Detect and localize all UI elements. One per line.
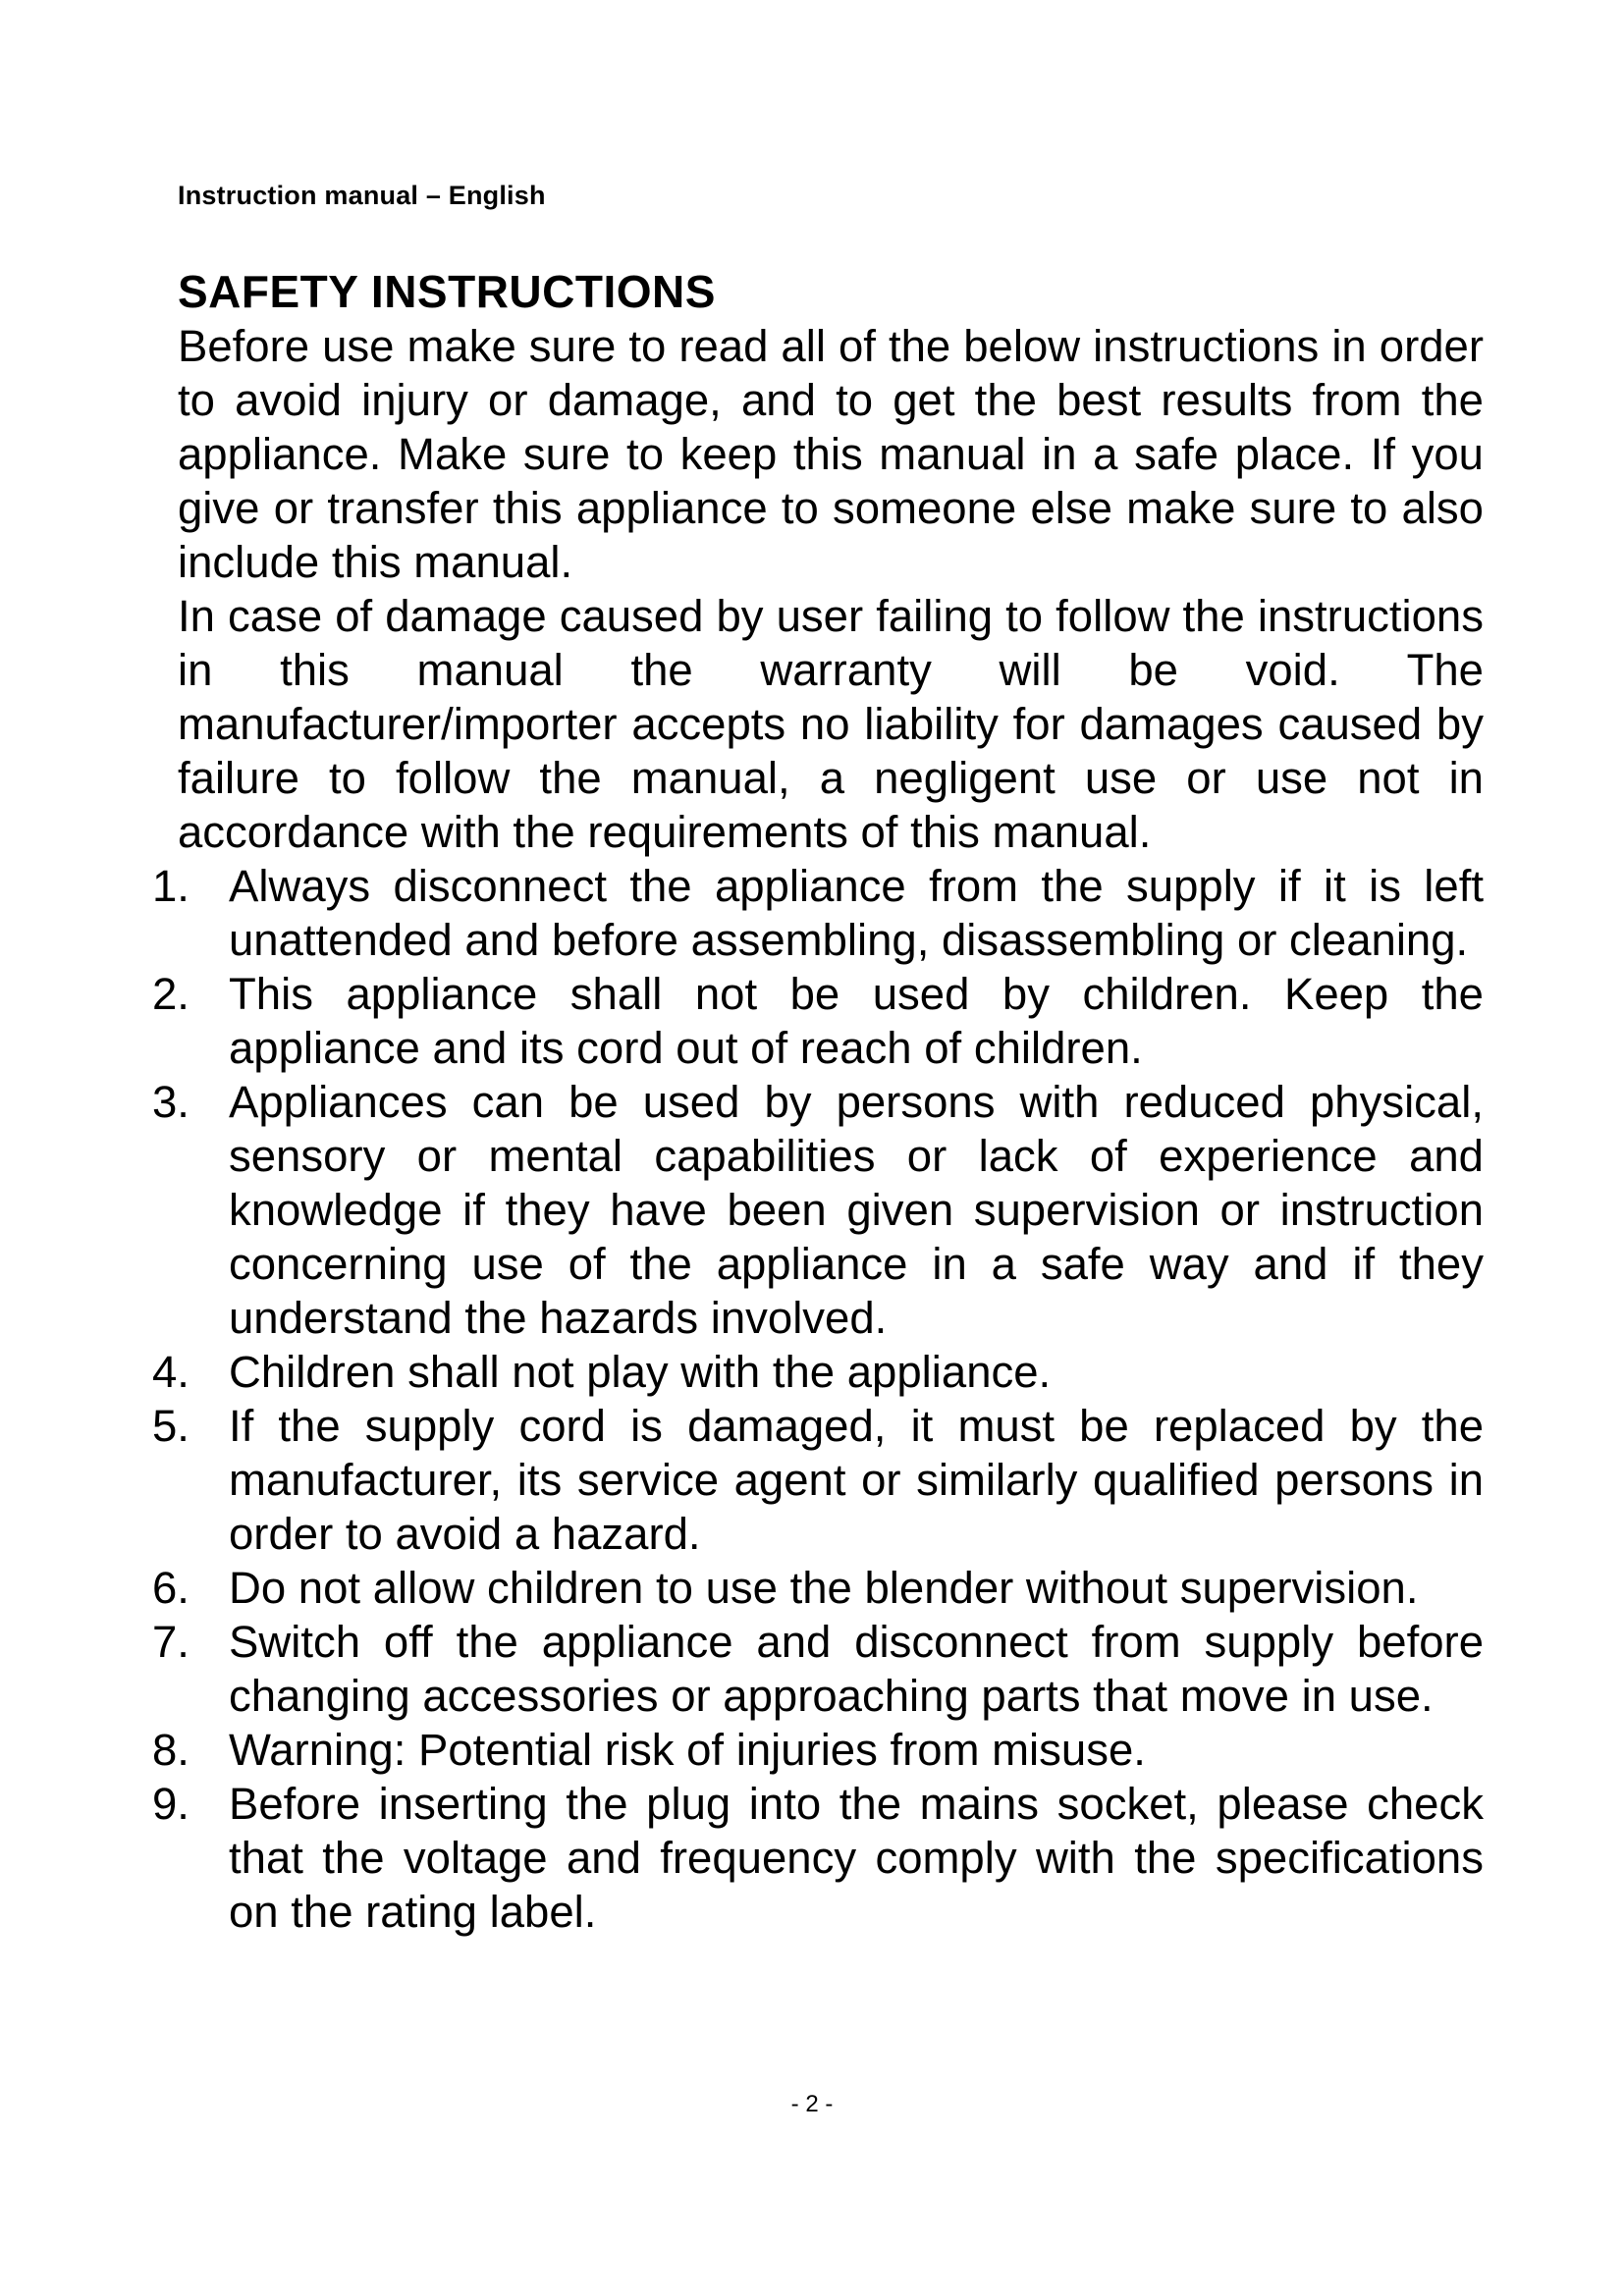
list-item-text: Do not allow children to use the blender without supervision. <box>229 1563 1419 1613</box>
section-title: SAFETY INSTRUCTIONS <box>178 266 716 317</box>
list-item-number: 1. <box>152 861 189 911</box>
list-item-text: Warning: Potential risk of injuries from misuse. <box>229 1725 1146 1775</box>
list-item <box>152 1561 1484 1615</box>
safety-instructions-list <box>152 859 1484 1939</box>
list-item <box>152 1075 1484 1345</box>
list-item <box>152 1345 1484 1399</box>
list-item-text: This appliance shall not be used by children. Keep the appliance and its cord out of reach of children. <box>229 969 1484 1073</box>
list-item <box>152 1615 1484 1723</box>
list-item-number: 6. <box>152 1563 189 1613</box>
list-item-text: Before inserting the plug into the mains socket, please check that the voltage and frequency comply with the specifications on the rating label. <box>229 1779 1484 1937</box>
list-item-text: If the supply cord is damaged, it must be replaced by the manufacturer, its service agent or similarly qualified persons in order to avoid a hazard. <box>229 1401 1484 1559</box>
list-item <box>152 1723 1484 1777</box>
list-item-number: 4. <box>152 1347 189 1397</box>
list-item-number: 2. <box>152 969 189 1019</box>
intro-paragraph-reading: Before use make sure to read all of the below instructions in order to avoid injury or damage, and to get the best results from the appliance. Make sure to keep this manual in a safe place. If you give or transfer this appliance to someone else make sure to also include this manual. <box>178 321 1484 587</box>
list-item-text: Children shall not play with the appliance. <box>229 1347 1052 1397</box>
list-item <box>152 967 1484 1075</box>
list-item-text: Appliances can be used by persons with reduced physical, sensory or mental capabilities or lack of experience and knowledge if they have been given supervision or instruction concerning use of the appliance in a safe way and if they understand the hazards involved. <box>229 1077 1484 1343</box>
list-item <box>152 1777 1484 1939</box>
list-item-text: Switch off the appliance and disconnect from supply before changing accessories or approaching parts that move in use. <box>229 1617 1484 1721</box>
manual-header-label: Instruction manual – English <box>178 181 546 210</box>
list-item-number: 7. <box>152 1617 189 1667</box>
list-item-number: 8. <box>152 1725 189 1775</box>
list-item-number: 5. <box>152 1401 189 1451</box>
page-number: - 2 - <box>790 2091 834 2117</box>
safety-instructions-section <box>152 265 1484 1939</box>
list-item <box>152 1399 1484 1561</box>
list-item-text: Always disconnect the appliance from the supply if it is left unattended and before assembling, disassembling or cleaning. <box>229 861 1484 965</box>
list-item-number: 9. <box>152 1779 189 1829</box>
list-item <box>152 859 1484 967</box>
intro-paragraph-warranty: In case of damage caused by user failing to follow the instructions in this manual the warranty will be void. The manufacturer/importer accepts no liability for damages caused by failure to follow the manual, a negligent use or use not in accordance with the requirements of this manual. <box>178 591 1484 857</box>
list-item-number: 3. <box>152 1077 189 1127</box>
